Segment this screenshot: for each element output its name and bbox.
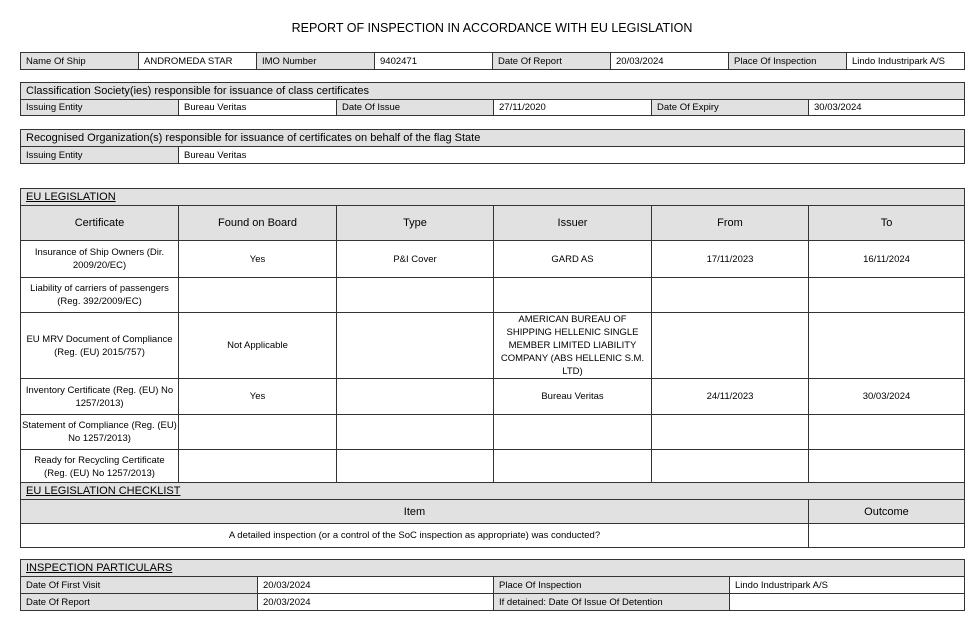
cell-certificate: Liability of carriers of passengers (Reg. 392/2009/EC): [21, 278, 179, 313]
cell-to: 30/03/2024: [809, 379, 965, 415]
cell-found-on-board: Yes: [179, 241, 337, 278]
cell-certificate: Inventory Certificate (Reg. (EU) No 1257/2013): [21, 379, 179, 415]
date-of-detention: [730, 594, 965, 611]
report-label: Date Of Report: [21, 594, 258, 611]
cell-issuer: [494, 450, 652, 485]
cell-from: [652, 313, 809, 379]
particulars-heading: INSPECTION PARTICULARS: [21, 560, 965, 577]
checklist-table: [20, 482, 965, 548]
table-row: [21, 313, 965, 379]
eu-heading: EU LEGISLATION: [21, 189, 965, 206]
table-row: [21, 450, 965, 485]
expiry-label: Date Of Expiry: [652, 100, 809, 116]
recognised-org-table: [20, 129, 965, 164]
cell-type: [337, 278, 494, 313]
inspection-particulars-table: [20, 559, 965, 611]
issuing-entity-label: Issuing Entity: [21, 100, 179, 116]
place-label: Place Of Inspection: [729, 53, 847, 70]
cell-to: [809, 278, 965, 313]
cell-type: [337, 379, 494, 415]
cell-certificate: EU MRV Document of Compliance (Reg. (EU) 2015/757): [21, 313, 179, 379]
cell-issuer: AMERICAN BUREAU OF SHIPPING HELLENIC SINGLE MEMBER LIMITED LIABILITY COMPANY (ABS HELLENIC S.M. LTD): [494, 313, 652, 379]
cell-certificate: Statement of Compliance (Reg. (EU) No 1257/2013): [21, 415, 179, 450]
column-header-type: Type: [337, 206, 494, 241]
checklist-row: [21, 524, 965, 548]
date-of-issue: 27/11/2020: [494, 100, 652, 116]
cell-certificate: Ready for Recycling Certificate (Reg. (EU) No 1257/2013): [21, 450, 179, 485]
cell-found-on-board: Yes: [179, 379, 337, 415]
eu-legislation-table: [20, 188, 965, 485]
column-header-from: From: [652, 206, 809, 241]
cell-to: [809, 415, 965, 450]
column-header-to: To: [809, 206, 965, 241]
column-header-outcome: Outcome: [809, 500, 965, 524]
checklist-item: A detailed inspection (or a control of the SoC inspection as appropriate) was conducted?: [21, 524, 809, 548]
column-header-found-on-board: Found on Board: [179, 206, 337, 241]
detention-label: If detained: Date Of Issue Of Detention: [494, 594, 730, 611]
classification-heading: Classification Society(ies) responsible for issuance of class certificates: [21, 83, 965, 100]
cell-from: [652, 415, 809, 450]
cell-issuer: Bureau Veritas: [494, 379, 652, 415]
column-header-issuer: Issuer: [494, 206, 652, 241]
imo-number: 9402471: [375, 53, 493, 70]
cell-issuer: [494, 415, 652, 450]
cell-found-on-board: [179, 278, 337, 313]
checklist-heading: EU LEGISLATION CHECKLIST: [21, 483, 965, 500]
table-row: [21, 379, 965, 415]
issuing-entity: Bureau Veritas: [179, 100, 337, 116]
cell-found-on-board: [179, 415, 337, 450]
cell-to: 16/11/2024: [809, 241, 965, 278]
classification-table: [20, 82, 965, 116]
date-of-report: 20/03/2024: [611, 53, 729, 70]
date-label: Date Of Report: [493, 53, 611, 70]
cell-from: 24/11/2023: [652, 379, 809, 415]
place-label: Place Of Inspection: [494, 577, 730, 594]
cell-found-on-board: Not Applicable: [179, 313, 337, 379]
first-visit-label: Date Of First Visit: [21, 577, 258, 594]
cell-to: [809, 313, 965, 379]
cell-issuer: GARD AS: [494, 241, 652, 278]
cell-found-on-board: [179, 450, 337, 485]
place-of-inspection: Lindo Industripark A/S: [847, 53, 965, 70]
cell-type: [337, 313, 494, 379]
issuing-entity: Bureau Veritas: [179, 147, 965, 164]
page-title: REPORT OF INSPECTION IN ACCORDANCE WITH EU LEGISLATION: [291, 21, 693, 35]
table-row: [21, 415, 965, 450]
cell-to: [809, 450, 965, 485]
ship-name: ANDROMEDA STAR: [139, 53, 257, 70]
date-of-report: 20/03/2024: [258, 594, 494, 611]
cell-certificate: Insurance of Ship Owners (Dir. 2009/20/EC): [21, 241, 179, 278]
name-label: Name Of Ship: [21, 53, 139, 70]
issue-label: Date Of Issue: [337, 100, 494, 116]
checklist-outcome: [809, 524, 965, 548]
column-header-certificate: Certificate: [21, 206, 179, 241]
imo-label: IMO Number: [257, 53, 375, 70]
cell-from: [652, 278, 809, 313]
cell-type: [337, 415, 494, 450]
table-row: [21, 241, 965, 278]
cell-from: [652, 450, 809, 485]
cell-type: P&I Cover: [337, 241, 494, 278]
cell-type: [337, 450, 494, 485]
cell-from: 17/11/2023: [652, 241, 809, 278]
issuing-entity-label: Issuing Entity: [21, 147, 179, 164]
ship-info-table: [20, 52, 965, 70]
column-header-item: Item: [21, 500, 809, 524]
table-row: [21, 278, 965, 313]
date-of-first-visit: 20/03/2024: [258, 577, 494, 594]
cell-issuer: [494, 278, 652, 313]
date-of-expiry: 30/03/2024: [809, 100, 965, 116]
place-of-inspection: Lindo Industripark A/S: [730, 577, 965, 594]
recognised-heading: Recognised Organization(s) responsible for issuance of certificates on behalf of the flag State: [21, 130, 965, 147]
